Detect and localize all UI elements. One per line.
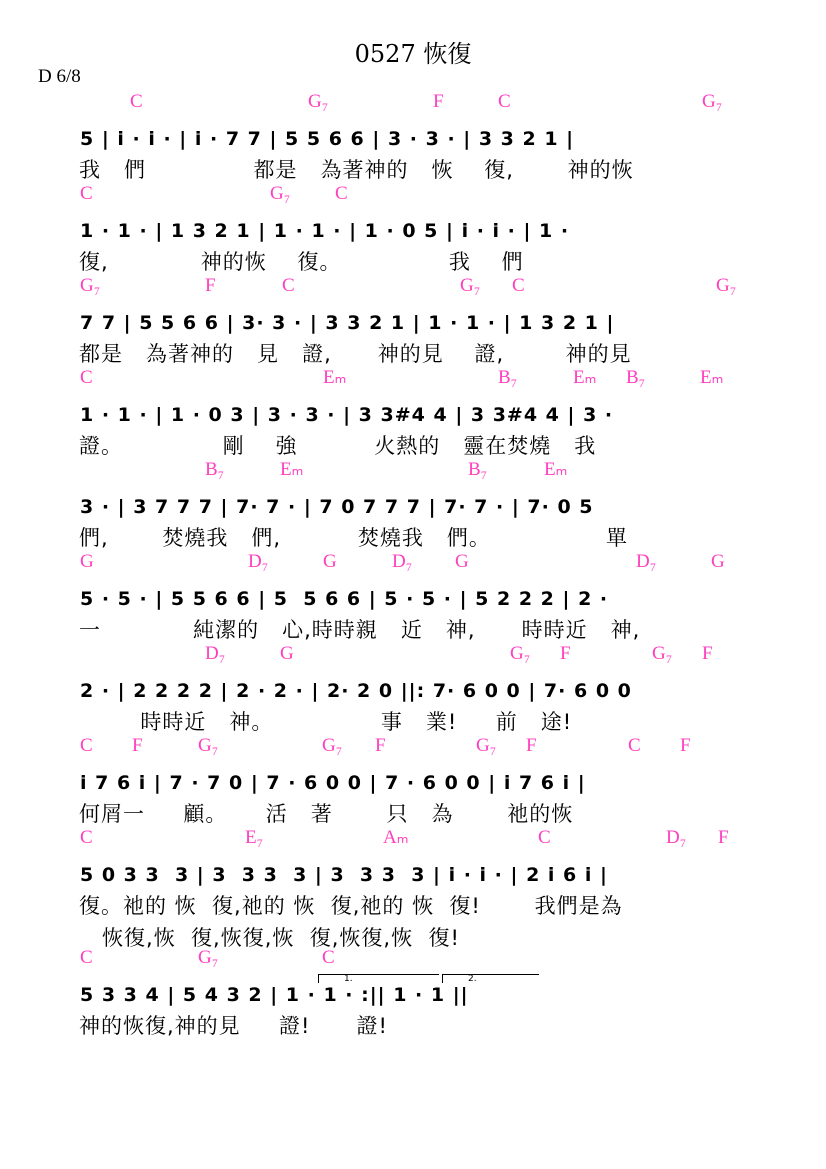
chord-symbol: G₇ bbox=[652, 643, 673, 664]
chord-symbol: E₇ bbox=[245, 827, 264, 848]
lyric-line: 們, 焚燒我 們, 焚燒我 們。 單 bbox=[79, 526, 629, 550]
key-signature: D 6/8 bbox=[38, 66, 81, 87]
chord-symbol: B₇ bbox=[468, 459, 488, 480]
chord-symbol: G bbox=[711, 551, 725, 572]
volta-number: 2. bbox=[468, 974, 477, 984]
chord-symbol: C bbox=[498, 91, 511, 112]
chord-symbol: F bbox=[205, 275, 216, 296]
chord-symbol: D₇ bbox=[666, 827, 687, 848]
chord-symbol: D₇ bbox=[205, 643, 226, 664]
chord-symbol: F bbox=[560, 643, 571, 664]
notation-line: 7 7 | 5 5 6 6 | 3· 3 · | 3 3 2 1 | 1 · 1 · | 1 3 2 1 | bbox=[80, 312, 615, 334]
chord-symbol: C bbox=[130, 91, 143, 112]
chord-symbol: G bbox=[455, 551, 469, 572]
chord-symbol: C bbox=[322, 947, 335, 968]
chord-symbol: G₇ bbox=[308, 91, 329, 112]
chord-symbol: G₇ bbox=[198, 947, 219, 968]
lyric-line: 證。 剛 強 火熱的 靈在焚燒 我 bbox=[79, 434, 597, 458]
chord-symbol: G₇ bbox=[80, 275, 101, 296]
lyric-line: 我 們 都是 為著神的 恢 復, 神的恢 bbox=[79, 158, 634, 182]
notation-line: 1 · 1 · | 1 3 2 1 | 1 · 1 · | 1 · 0 5 | i · i · | 1 · bbox=[80, 220, 570, 242]
chord-symbol: C bbox=[80, 735, 93, 756]
chord-symbol: G₇ bbox=[702, 91, 723, 112]
lyric-line: 都是 為著神的 見 證, 神的見 證, 神的見 bbox=[79, 342, 632, 366]
chord-symbol: C bbox=[80, 947, 93, 968]
notation-line: 5 | i · i · | i · 7 7 | 5 5 6 6 | 3 · 3 · | 3 3 2 1 | bbox=[80, 128, 575, 150]
notation-line: 5 · 5 · | 5 5 6 6 | 5 5 6 6 | 5 · 5 · | 5 2 2 2 | 2 · bbox=[80, 588, 609, 610]
song-title: 0527 恢復 bbox=[354, 40, 472, 68]
chord-symbol: G₇ bbox=[460, 275, 481, 296]
chord-symbol: Eₘ bbox=[323, 367, 347, 388]
chord-symbol: F bbox=[132, 735, 143, 756]
chord-symbol: C bbox=[80, 183, 93, 204]
notation-line: 5 3 3 4 | 5 4 3 2 | 1 · 1 · :|| 1 · 1 || bbox=[80, 984, 469, 1006]
chord-symbol: Eₘ bbox=[280, 459, 304, 480]
lyric-line: 復。祂的 恢 復,祂的 恢 復,祂的 恢 復! 我們是為 bbox=[79, 894, 623, 918]
chord-symbol: C bbox=[80, 367, 93, 388]
chord-symbol: G₇ bbox=[198, 735, 219, 756]
chord-symbol: G₇ bbox=[716, 275, 737, 296]
lyric-line: 神的恢復,神的見 證! 證! bbox=[79, 1014, 388, 1038]
chord-symbol: Eₘ bbox=[700, 367, 724, 388]
chord-symbol: G₇ bbox=[510, 643, 531, 664]
music-system bbox=[0, 948, 826, 1068]
chord-symbol: C bbox=[538, 827, 551, 848]
chord-symbol: Eₘ bbox=[573, 367, 597, 388]
notation-line: i 7 6 i | 7 · 7 0 | 7 · 6 0 0 | 7 · 6 0 0 | i 7 6 i | bbox=[80, 772, 586, 794]
chord-symbol: F bbox=[680, 735, 691, 756]
chord-symbol: G₇ bbox=[322, 735, 343, 756]
chord-symbol: Aₘ bbox=[383, 827, 409, 848]
notation-line: 1 · 1 · | 1 · 0 3 | 3 · 3 · | 3 3#4 4 | 3 3#4 4 | 3 · bbox=[80, 404, 614, 426]
chord-symbol: F bbox=[718, 827, 729, 848]
chord-symbol: G bbox=[80, 551, 94, 572]
music-system bbox=[0, 828, 826, 948]
chord-symbol: G₇ bbox=[270, 183, 291, 204]
volta-bracket bbox=[442, 974, 539, 983]
notation-line: 3 · | 3 7 7 7 | 7· 7 · | 7 0 7 7 7 | 7· 7 · | 7· 0 5 bbox=[80, 496, 594, 518]
chord-symbol: F bbox=[702, 643, 713, 664]
lyric-line: 恢復,恢 復,恢復,恢 復,恢復,恢 復! bbox=[79, 926, 460, 950]
chord-symbol: F bbox=[375, 735, 386, 756]
chord-symbol: C bbox=[628, 735, 641, 756]
chord-symbol: C bbox=[282, 275, 295, 296]
chord-symbol: C bbox=[80, 827, 93, 848]
volta-number: 1. bbox=[344, 974, 353, 984]
chord-symbol: C bbox=[512, 275, 525, 296]
chord-symbol: G₇ bbox=[476, 735, 497, 756]
lyric-line: 一 純潔的 心,時時親 近 神, 時時近 神, bbox=[79, 618, 641, 642]
volta-bracket bbox=[318, 974, 439, 983]
chord-symbol: B₇ bbox=[498, 367, 518, 388]
lyric-line: 復, 神的恢 復。 我 們 bbox=[79, 250, 524, 274]
chord-symbol: C bbox=[335, 183, 348, 204]
chord-symbol: D₇ bbox=[248, 551, 269, 572]
chord-symbol: B₇ bbox=[205, 459, 225, 480]
chord-symbol: B₇ bbox=[626, 367, 646, 388]
chord-symbol: G bbox=[280, 643, 294, 664]
chord-symbol: D₇ bbox=[392, 551, 413, 572]
lyric-line: 時時近 神。 事 業! 前 途! bbox=[79, 710, 573, 734]
chord-symbol: G bbox=[323, 551, 337, 572]
chord-symbol: F bbox=[526, 735, 537, 756]
lyric-line: 何屑一 顧。 活 著 只 為 祂的恢 bbox=[79, 802, 574, 826]
notation-line: 2 · | 2 2 2 2 | 2 · 2 · | 2· 2 0 ||: 7· 6 0 0 | 7· 6 0 0 bbox=[80, 680, 632, 702]
chord-symbol: Eₘ bbox=[544, 459, 568, 480]
chord-symbol: F bbox=[433, 91, 444, 112]
notation-line: 5 0 3 3 3 | 3 3 3 3 | 3 3 3 3 | i · i · | 2 i 6 i | bbox=[80, 864, 608, 886]
chord-symbol: D₇ bbox=[636, 551, 657, 572]
